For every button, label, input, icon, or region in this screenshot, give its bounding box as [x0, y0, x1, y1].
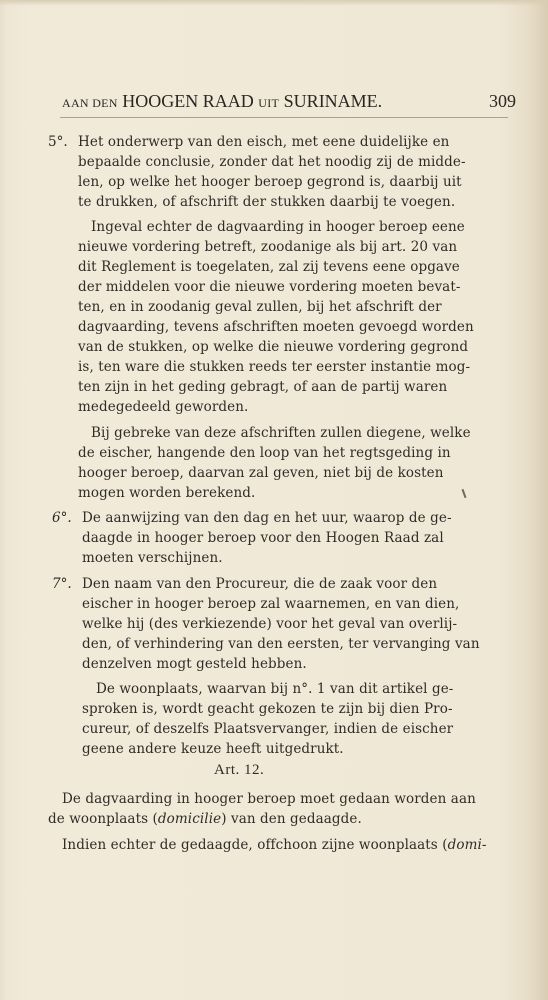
- section-6-line: daagde in hooger beroep voor den Hoogen Raad zal: [82, 530, 444, 546]
- italic-term: domi-: [447, 837, 487, 853]
- para-woonplaats-line: cureur, of deszelfs Plaatsvervanger, indien de eischer: [82, 721, 454, 737]
- header-main: HOOGEN RAAD: [122, 91, 254, 111]
- para-gebreke-line: hooger beroep, daarvan zal geven, niet bij de kosten: [78, 465, 444, 481]
- para-gebreke-line: de eischer, hangende den loop van het regtsgeding in: [78, 445, 451, 461]
- section-6-line: moeten verschijnen.: [82, 550, 223, 566]
- italic-term: domicilie: [157, 811, 222, 827]
- para-ingeval-line: Ingeval echter de dagvaarding in hooger beroep eene: [91, 219, 465, 235]
- section-7-line: den, of verhindering van den eersten, ter vervanging van: [82, 636, 480, 652]
- section-5-label: 5°.: [48, 134, 68, 150]
- page-edge-shadow: [0, 0, 548, 6]
- para-ingeval-line: ten zijn in het geding gebragt, of aan de partij waren: [78, 379, 448, 395]
- para-woonplaats-line: sproken is, wordt geacht gekozen te zijn bij dien Pro-: [82, 701, 453, 717]
- text-run: Indien echter de gedaagde, offchoon zijne woonplaats (: [62, 837, 448, 853]
- para-ingeval-line: medegedeeld geworden.: [78, 399, 249, 415]
- section-6-line: De aanwijzing van den dag en het uur, waarop de ge-: [82, 510, 452, 526]
- para-ingeval-line: is, ten ware die stukken reeds ter eerster instantie mog-: [78, 359, 471, 375]
- para-woonplaats-line: De woonplaats, waarvan bij n°. 1 van dit artikel ge-: [96, 681, 454, 697]
- running-header: [62, 91, 516, 112]
- text-run: de woonplaats (: [48, 811, 158, 827]
- section-7-line: eischer in hooger beroep zal waarnemen, en van dien,: [82, 596, 460, 612]
- para-woonplaats-line: geene andere keuze heeft uitgedrukt.: [82, 741, 344, 757]
- section-7-line: Den naam van den Procureur, die de zaak voor den: [82, 576, 438, 592]
- para-ingeval-line: van de stukken, op welke die nieuwe vordering gegrond: [78, 339, 469, 355]
- header-prefix: AAN DEN: [62, 96, 118, 110]
- section-7-label: 7°.: [52, 576, 72, 592]
- para-art12-line: [62, 836, 487, 854]
- section-7-line: welke hij (des verkiezende) voor het geval van overlij-: [82, 616, 458, 632]
- para-ingeval-line: dit Reglement is toegelaten, zal zij tevens eene opgave: [78, 259, 460, 275]
- para-ingeval-line: nieuwe vordering betreft, zoodanige als bij art. 20 van: [78, 239, 458, 255]
- text-run: ) van den gedaagde.: [221, 811, 362, 827]
- para-gebreke-line: Bij gebreke van deze afschriften zullen diegene, welke: [91, 425, 471, 441]
- header-place: SURINAME.: [283, 91, 383, 111]
- header-rule: [60, 117, 508, 118]
- para-ingeval-line: der middelen voor die nieuwe vordering moeten bevat-: [78, 279, 461, 295]
- section-5-line: te drukken, of afschrift der stukken daarbij te voegen.: [78, 194, 456, 210]
- page-number: 309: [489, 91, 516, 111]
- header-mid: UIT: [258, 96, 280, 110]
- section-5-line: Het onderwerp van den eisch, met eene duidelijke en: [78, 134, 450, 150]
- section-6-label: 6°.: [52, 510, 72, 526]
- para-art12-line: De dagvaarding in hooger beroep moet gedaan worden aan: [62, 791, 476, 807]
- para-gebreke-line: mogen worden berekend.: [78, 485, 256, 501]
- section-5-line: bepaalde conclusie, zonder dat het noodig zij de midde-: [78, 154, 466, 170]
- para-art12-line: [48, 810, 362, 828]
- article-heading: Art. 12.: [214, 762, 265, 778]
- section-5-line: len, op welke het hooger beroep gegrond is, daarbij uit: [78, 174, 462, 190]
- section-7-line: denzelven mogt gesteld hebben.: [82, 656, 307, 672]
- para-ingeval-line: ten, en in zoodanig geval zullen, bij het afschrift der: [78, 299, 442, 315]
- para-ingeval-line: dagvaarding, tevens afschriften moeten gevoegd worden: [78, 319, 474, 335]
